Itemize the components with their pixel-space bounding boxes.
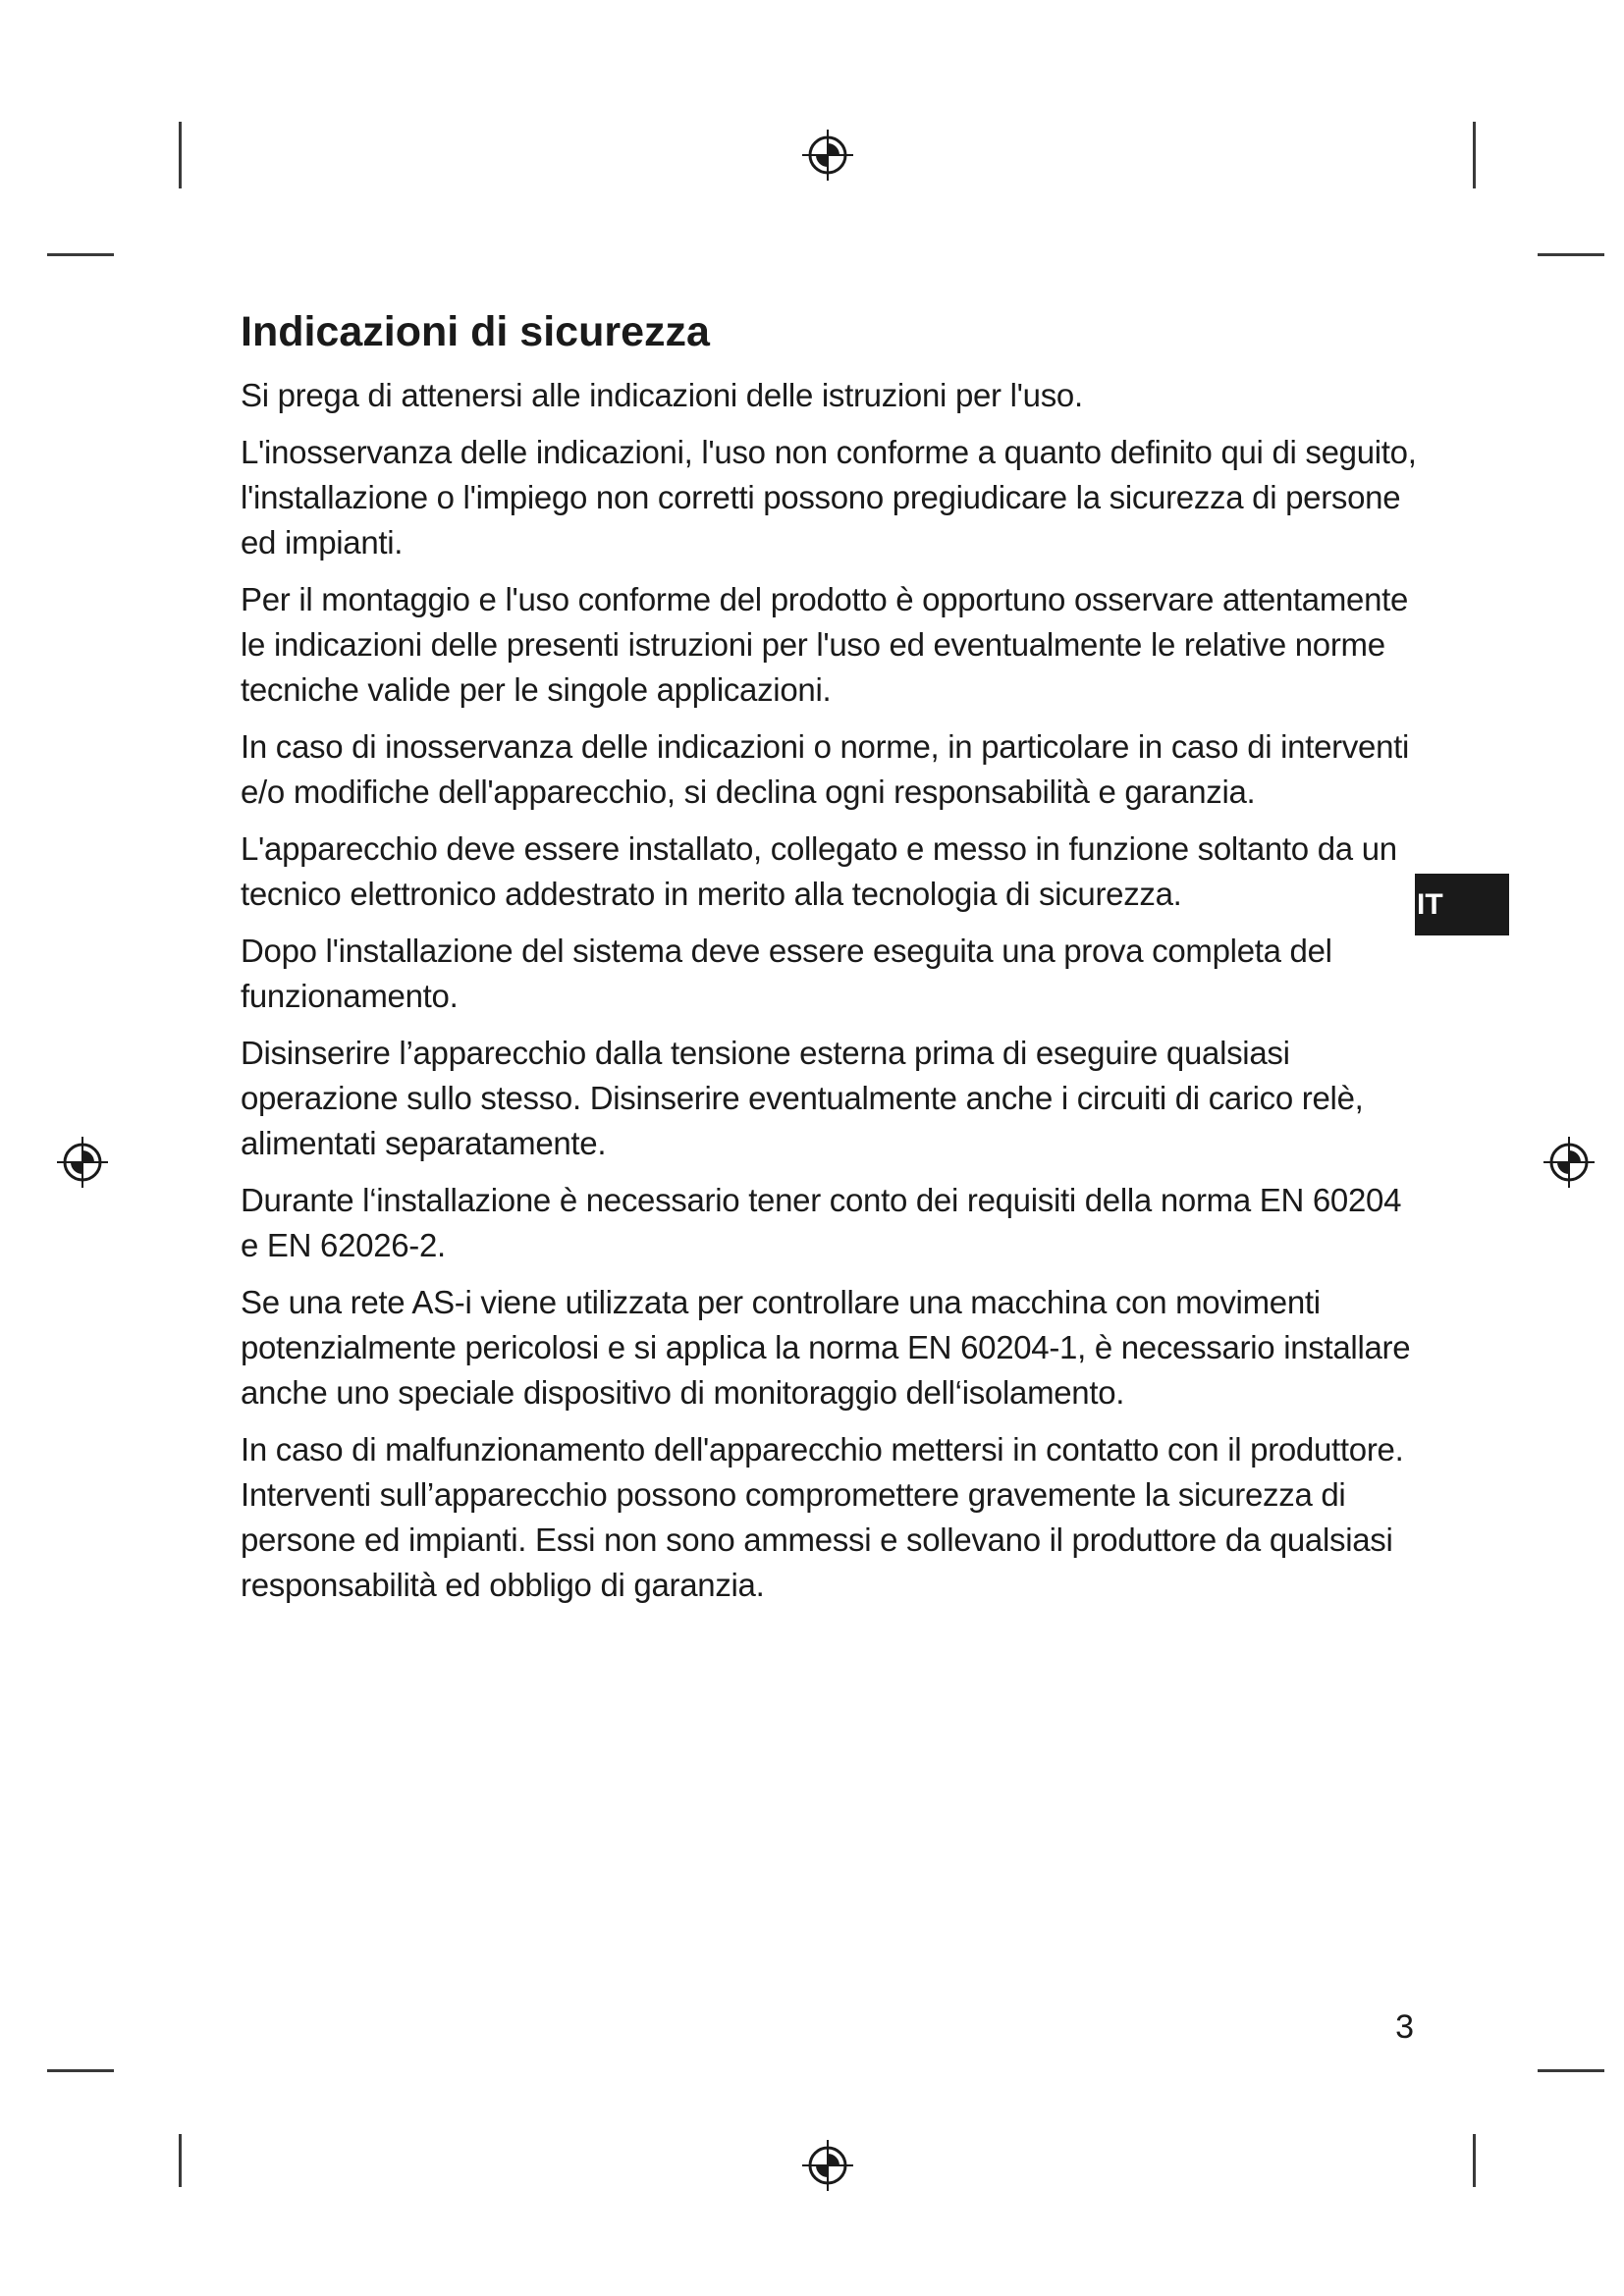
crop-mark-top-left-horizontal	[47, 253, 114, 256]
paragraph-mounting-observance: Per il montaggio e l'uso conforme del prodotto è opportuno osservare attentamente le indicazioni delle presenti istruzioni per l'uso ed eventualmente le relative norme tecniche valide per le singole applicazioni.	[241, 581, 1409, 708]
paragraph-malfunction-contact: In caso di malfunzionamento dell'apparecchio mettersi in contatto con il produttore. Interventi sull’apparecchio possono compromettere gravemente la sicurezza di persone ed impianti. Essi non sono ammessi e sollevano il produttore da qualsiasi responsabilità ed obbligo di garanzia.	[241, 1431, 1404, 1603]
language-tab: IT	[1415, 874, 1509, 935]
crop-mark-top-right-horizontal	[1538, 253, 1604, 256]
crop-mark-bottom-left-vertical	[179, 2134, 182, 2187]
paragraph-standards-requirements: Durante l‘installazione è necessario tener conto dei requisiti della norma EN 60204 e EN 62026-2.	[241, 1182, 1402, 1263]
paragraph-qualified-technician: L'apparecchio deve essere installato, collegato e messo in funzione soltanto da un tecnico elettronico addestrato in merito alla tecnologia di sicurezza.	[241, 830, 1397, 912]
crop-mark-top-right-vertical	[1473, 122, 1476, 188]
paragraph-disconnect-voltage: Disinserire l’apparecchio dalla tensione esterna prima di eseguire qualsiasi operazione sullo stesso. Disinserire eventualmente anche i circuiti di carico relè, alimentati separatamente.	[241, 1035, 1364, 1161]
page-number: 3	[1395, 2008, 1414, 2046]
crop-mark-bottom-left-horizontal	[47, 2069, 114, 2072]
paragraph-liability-disclaimer: In caso di inosservanza delle indicazioni o norme, in particolare in caso di interventi e/o modifiche dell'apparecchio, si declina ogni responsabilità e garanzia.	[241, 728, 1410, 810]
crop-mark-bottom-right-vertical	[1473, 2134, 1476, 2187]
crop-mark-top-left-vertical	[179, 122, 182, 188]
crop-mark-bottom-right-horizontal	[1538, 2069, 1604, 2072]
registration-mark-icon	[1542, 1135, 1597, 1190]
paragraph-follow-instructions: Si prega di attenersi alle indicazioni delle istruzioni per l'uso.	[241, 377, 1083, 413]
registration-mark-icon	[800, 2138, 855, 2193]
paragraph-insulation-monitoring: Se una rete AS-i viene utilizzata per controllare una macchina con movimenti potenzialmente pericolosi e si applica la norma EN 60204-1, è necessario installare anche uno speciale dispositivo di monitoraggio dell‘isolamento.	[241, 1284, 1411, 1411]
paragraph-function-test: Dopo l'installazione del sistema deve essere eseguita una prova completa del funzionamento.	[241, 933, 1332, 1014]
registration-mark-icon	[800, 128, 855, 183]
paragraph-non-compliance-risk: L'inosservanza delle indicazioni, l'uso non conforme a quanto definito qui di seguito, l'installazione o l'impiego non corretti possono pregiudicare la sicurezza di persone ed impianti.	[241, 434, 1417, 561]
safety-section	[241, 302, 1427, 1620]
registration-mark-icon	[55, 1135, 110, 1190]
page-title: Indicazioni di sicurezza	[241, 308, 710, 355]
